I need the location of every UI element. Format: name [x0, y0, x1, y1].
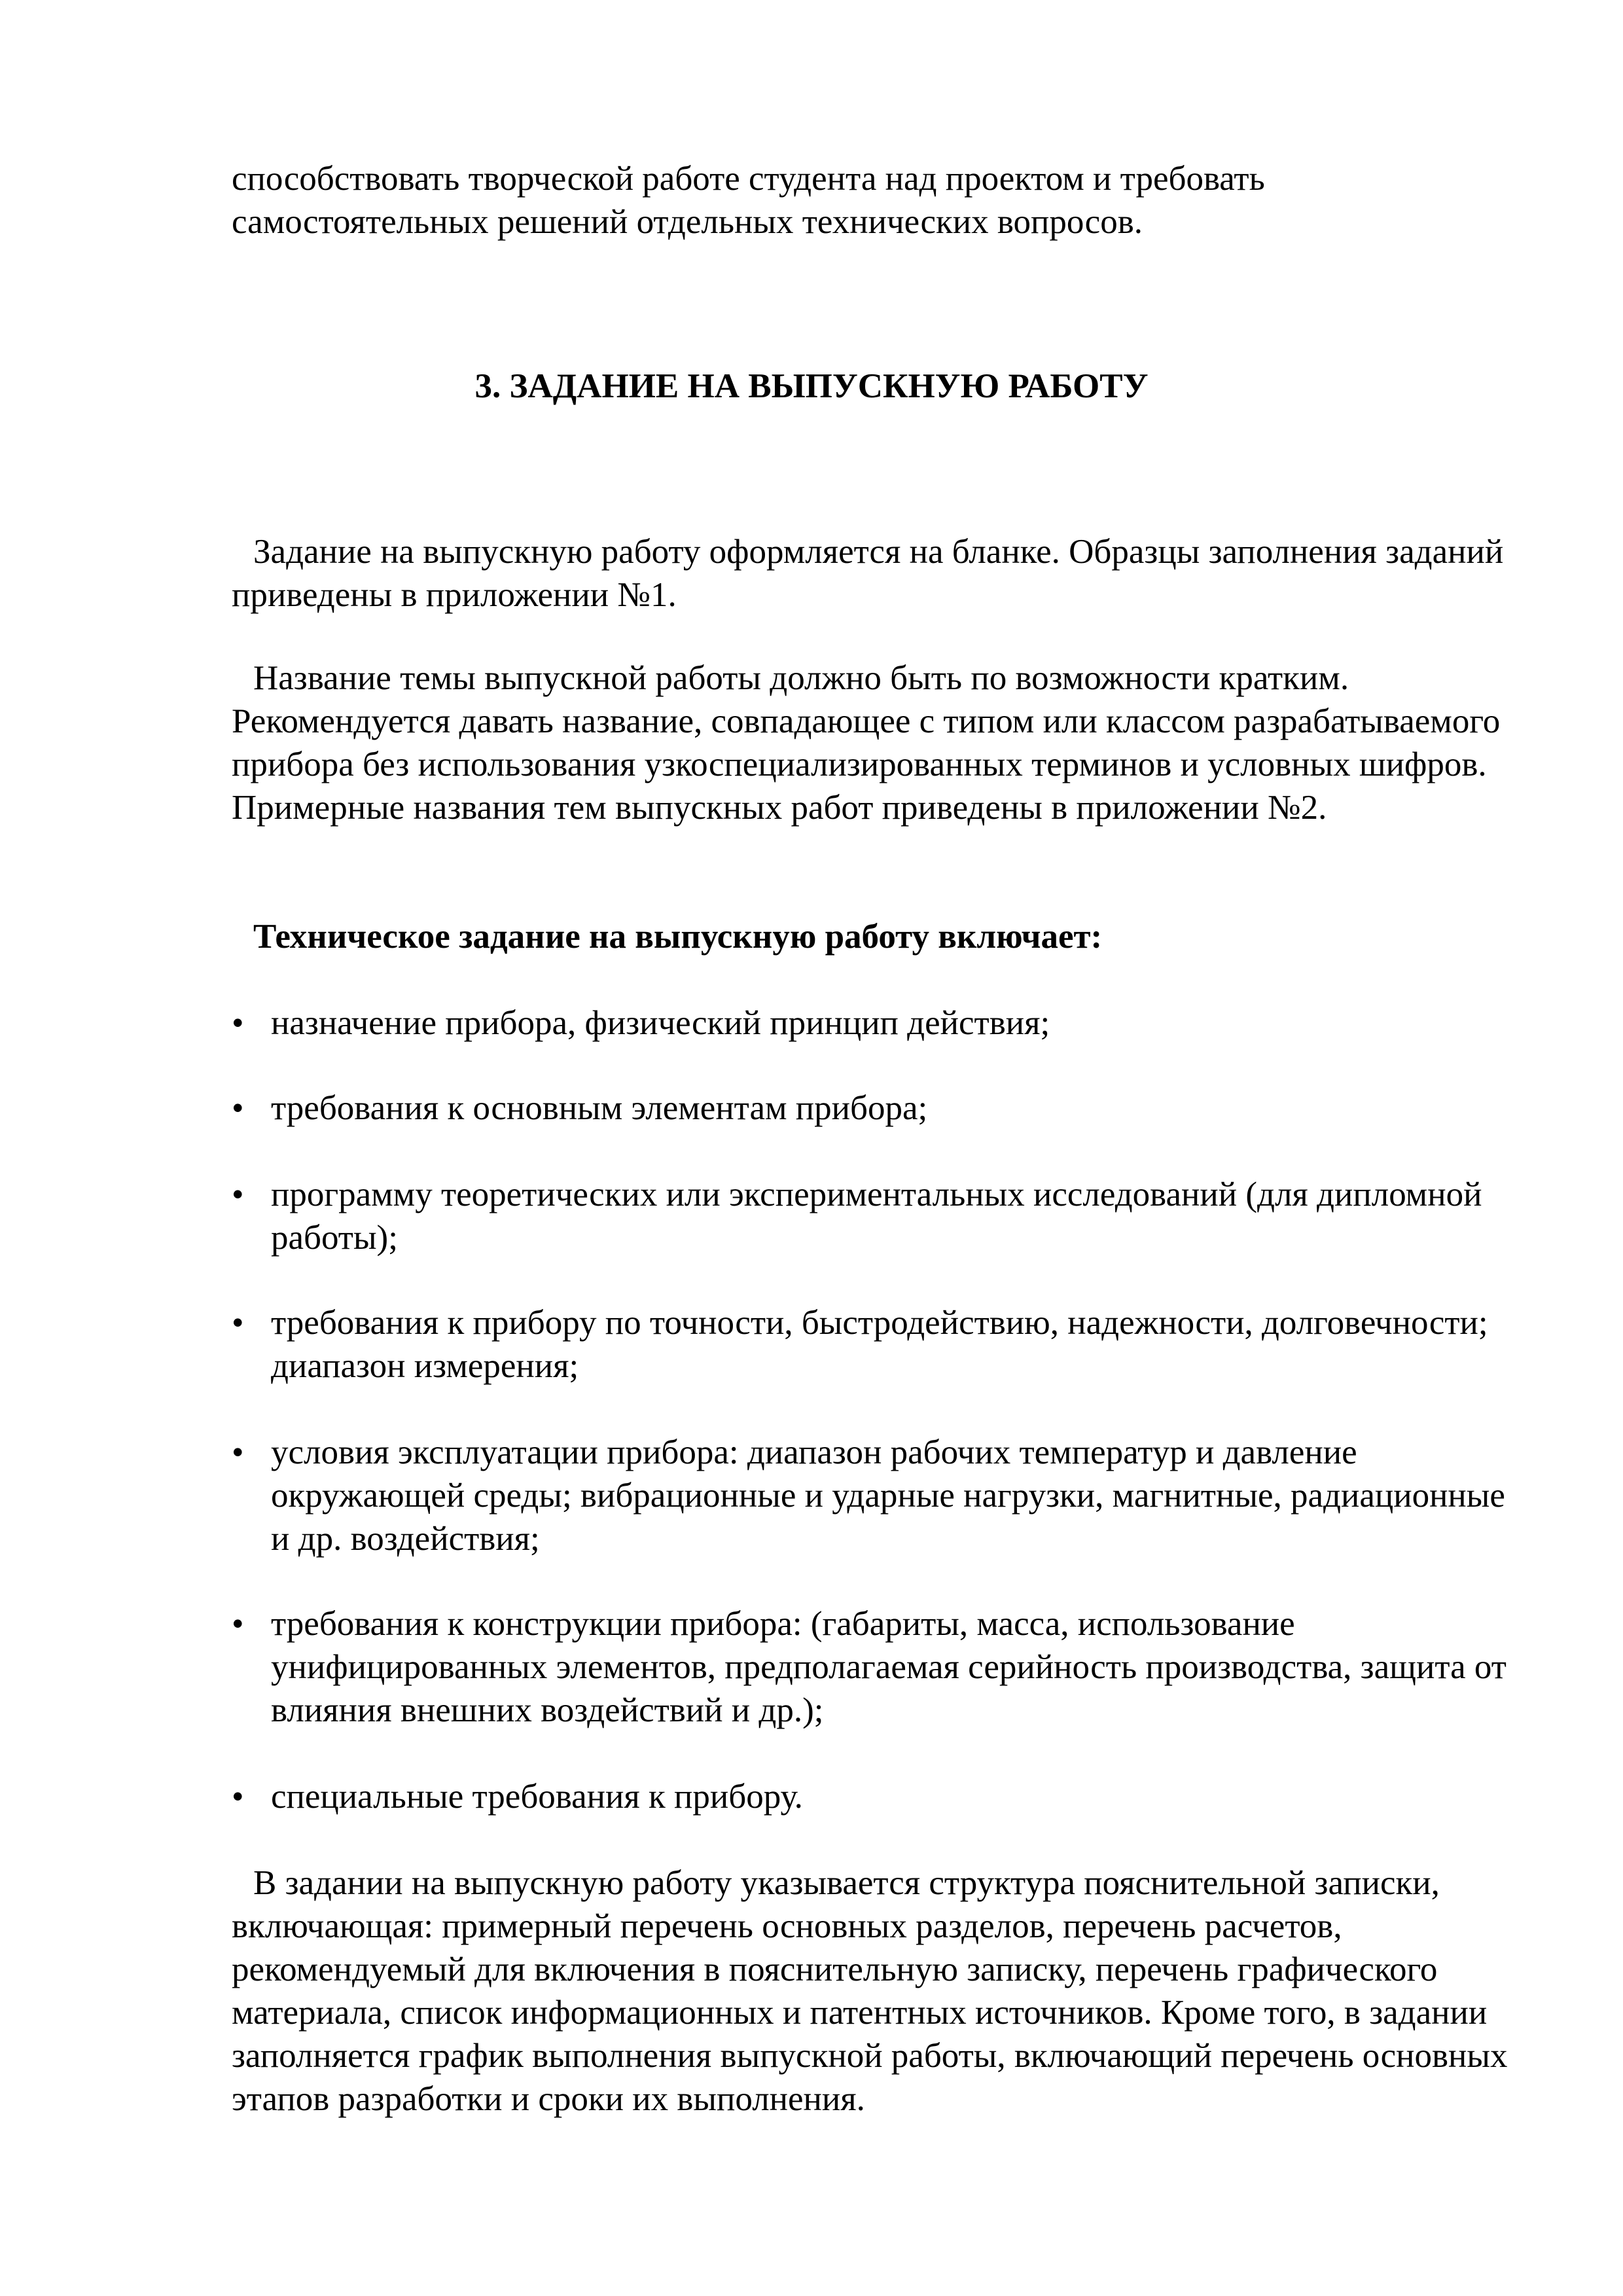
list-item: [232, 1173, 1527, 1259]
list-item: [232, 1775, 1527, 1818]
list-item-text: специальные требования к прибору.: [271, 1778, 803, 1816]
list-item-text: требования к прибору по точности, быстродействию, надежности, долговечности; диапазон измерения;: [271, 1304, 1488, 1385]
bullet-icon: •: [232, 1175, 244, 1213]
list-item: [232, 1086, 1527, 1130]
bullet-icon: •: [232, 1089, 244, 1127]
bullet-icon: •: [232, 1605, 244, 1643]
bullet-icon: •: [232, 1778, 244, 1816]
bullet-icon: •: [232, 1004, 244, 1042]
paragraph-topic-name: Название темы выпускной работы должно быть по возможности кратким. Рекомендуется давать название, совпадающее с типом или классом разрабатываемого прибора без использования узкоспециализированных терминов и условных шифров. Примерные названия тем выпускных работ приведены в приложении №2.: [232, 659, 1501, 827]
list-item-text: требования к конструкции прибора: (габариты, масса, использование унифицированных элементов, предполагаемая серийность производства, защита от влияния внешних воздействий и др.);: [271, 1605, 1507, 1729]
list-item: [232, 1431, 1527, 1560]
bullet-icon: •: [232, 1433, 244, 1471]
list-item-text: программу теоретических или экспериментальных исследований (для дипломной работы);: [271, 1175, 1482, 1257]
section-title: 3. ЗАДАНИЕ НА ВЫПУСКНУЮ РАБОТУ: [474, 367, 1149, 405]
technical-task-heading: Техническое задание на выпускную работу включает:: [253, 918, 1103, 956]
list-item-text: требования к основным элементам прибора;: [271, 1089, 928, 1127]
list-item-text: назначение прибора, физический принцип действия;: [271, 1004, 1050, 1042]
list-item-text: условия эксплуатации прибора: диапазон рабочих температур и давление окружающей среды; вибрационные и ударные нагрузки, магнитные, радиационные и др. воздействия;: [271, 1433, 1505, 1558]
list-item: [232, 1301, 1527, 1388]
paragraph-explanatory-note: В задании на выпускную работу указывается структура пояснительной записки, включающая: примерный перечень основных разделов, перечень расчетов, рекомендуемый для включения в пояснительную записку, перечень графического материала, список информационных и патентных источников. Кроме того, в задании заполняется график выполнения выпускной работы, включающий перечень основных этапов разработки и сроки их выполнения.: [232, 1864, 1508, 2118]
list-item: [232, 1602, 1527, 1732]
intro-paragraph: способствовать творческой работе студента над проектом и требовать самостоятельных решений отдельных технических вопросов.: [232, 160, 1265, 241]
bullet-icon: •: [232, 1304, 244, 1342]
paragraph-form-blank: Задание на выпускную работу оформляется на бланке. Образцы заполнения заданий приведены в приложении №1.: [232, 533, 1504, 614]
list-item: [232, 1001, 1527, 1045]
